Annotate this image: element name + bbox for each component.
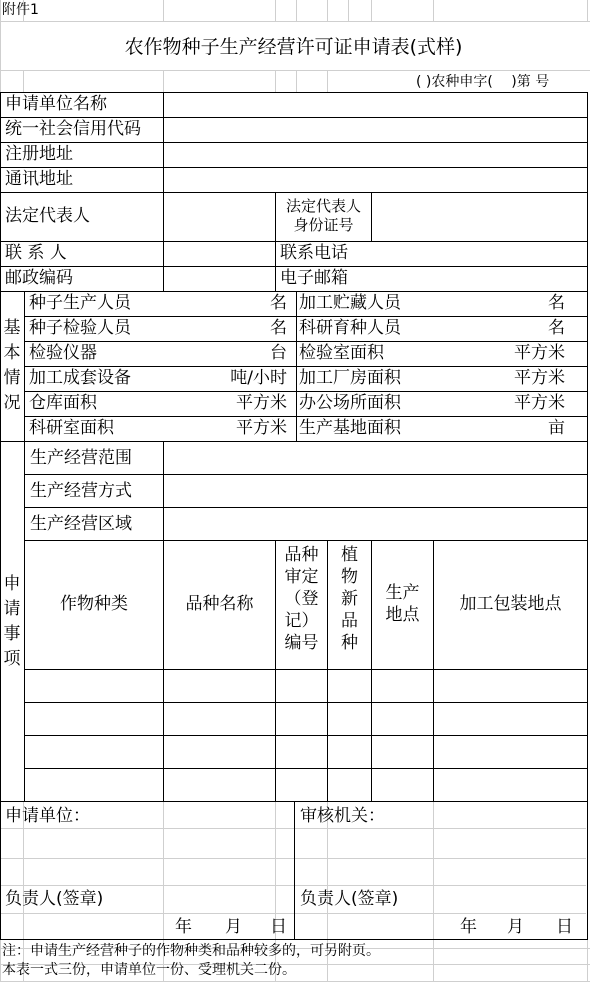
table-row[interactable]: [25, 670, 587, 702]
gridline: [327, 70, 328, 92]
table-border: [587, 92, 588, 940]
applicant-name-label: 申请单位名称: [5, 94, 107, 114]
contact-person-field[interactable]: [164, 242, 275, 266]
gridline: [433, 940, 434, 982]
page-title: 农作物种子生产经营许可证申请表(式样): [124, 36, 463, 58]
applicant-responsible-signature: 负责人(签章): [5, 889, 104, 909]
footnote-2: 本表一式三份，申请单位一份、受理机关二份。: [2, 962, 296, 978]
business-mode-label: 生产经营方式: [30, 481, 132, 501]
legal-rep-id-label-line1: 法定代表人: [285, 197, 361, 215]
mailing-address-field[interactable]: [164, 168, 587, 192]
section-char: 基: [3, 318, 21, 338]
staff-row-left-label: 加工成套设备: [29, 368, 131, 388]
production-site-header: [372, 582, 433, 626]
table-border: [24, 366, 587, 367]
document-number: ( )农种申字( )第 号: [416, 74, 550, 90]
staff-row-left-unit: 名: [270, 293, 287, 313]
gridline: [163, 0, 164, 21]
staff-row-right-label: 科研育种人员: [299, 318, 401, 338]
header-line: 种: [341, 633, 358, 653]
gridline: [587, 940, 588, 982]
header-line: （登: [284, 589, 319, 609]
gridline: [0, 70, 590, 71]
variety-name-header: 品种名称: [185, 594, 254, 614]
applicant-date-year: 年: [175, 917, 192, 937]
staff-row-right-unit: 亩: [548, 418, 565, 438]
section-char: 项: [3, 649, 21, 669]
table-border: [24, 391, 587, 392]
staff-row-right-unit: 名: [548, 293, 565, 313]
legal-rep-field[interactable]: [164, 193, 275, 241]
table-row[interactable]: [25, 769, 587, 801]
staff-row-right-label: 检验室面积: [299, 343, 384, 363]
applicant-unit-label: 申请单位：: [5, 806, 90, 826]
postal-code-label: 邮政编码: [5, 268, 73, 288]
section-char: 申: [3, 574, 21, 594]
header-line: 品种: [284, 545, 319, 565]
table-border: [0, 939, 587, 940]
business-scope-field[interactable]: [164, 442, 587, 474]
table-border: [294, 801, 295, 939]
business-mode-field[interactable]: [164, 475, 587, 507]
gridline: [275, 70, 276, 92]
crop-type-header: 作物种类: [60, 594, 128, 614]
email-field[interactable]: [372, 267, 587, 291]
section-char: 情: [3, 368, 21, 388]
authority-date-month: 月: [507, 917, 524, 937]
section-char: 本: [3, 343, 21, 363]
staff-row-right-label: 加工厂房面积: [299, 368, 401, 388]
applicant-date-month: 月: [225, 917, 242, 937]
mailing-address-label: 通讯地址: [5, 169, 73, 189]
contact-phone-field[interactable]: [372, 242, 587, 266]
header-line: 记）: [284, 611, 319, 631]
registered-address-field[interactable]: [164, 143, 587, 167]
legal-rep-label: 法定代表人: [5, 206, 90, 226]
table-border: [0, 291, 587, 292]
gridline: [163, 70, 164, 92]
staff-row-right-unit: 名: [548, 318, 565, 338]
section-char: 况: [3, 393, 21, 413]
staff-row-left-unit: 平方米: [236, 418, 287, 438]
table-border: [24, 341, 587, 342]
email-label: 电子邮箱: [280, 268, 348, 288]
staff-row-left-unit: 吨/小时: [230, 368, 287, 388]
table-border: [24, 416, 587, 417]
staff-row-right-label: 办公场所面积: [299, 393, 401, 413]
gridline: [433, 802, 434, 939]
staff-row-right-unit: 平方米: [514, 343, 565, 363]
legal-rep-id-label-line2: 身份证号: [293, 216, 354, 234]
review-authority-label: 审核机关：: [300, 806, 385, 826]
contact-person-label: 联 系 人: [5, 243, 67, 263]
staff-row-left-label: 检验仪器: [29, 343, 97, 363]
gridline: [296, 70, 297, 92]
applicant-date-day: 日: [270, 917, 287, 937]
table-row[interactable]: [25, 703, 587, 735]
legal-rep-id-field[interactable]: [372, 193, 587, 241]
staff-row-left-unit: 平方米: [236, 393, 287, 413]
staff-row-left-label: 仓库面积: [29, 393, 97, 413]
credit-code-label: 统一社会信用代码: [5, 119, 141, 139]
approval-number-header: [276, 544, 327, 654]
gridline: [0, 21, 590, 22]
gridline: [23, 70, 24, 92]
authority-date-year: 年: [460, 917, 477, 937]
gridline: [371, 0, 372, 21]
applicant-name-field[interactable]: [164, 93, 587, 117]
header-line: 审定: [284, 567, 319, 587]
header-line: 品: [341, 611, 358, 631]
table-row[interactable]: [25, 736, 587, 768]
staff-row-right-unit: 平方米: [514, 393, 565, 413]
staff-row-right-label: 生产基地面积: [299, 418, 401, 438]
staff-row-right-unit: 平方米: [514, 368, 565, 388]
authority-responsible-signature: 负责人(签章): [300, 889, 399, 909]
gridline: [433, 0, 434, 21]
credit-code-field[interactable]: [164, 118, 587, 142]
gridline: [348, 0, 349, 21]
staff-row-left-label: 种子生产人员: [29, 293, 131, 313]
postal-code-field[interactable]: [164, 267, 275, 291]
gridline: [296, 0, 297, 21]
header-line: 植: [341, 545, 358, 565]
attachment-label: 附件1: [2, 2, 39, 18]
gridline: [275, 0, 276, 21]
staff-row-left-label: 科研室面积: [29, 418, 114, 438]
section-char: 事: [3, 624, 21, 644]
gridline: [163, 802, 164, 939]
gridline: [587, 0, 588, 21]
table-border: [296, 291, 297, 442]
gridline: [327, 0, 328, 21]
basic-situation-section-label: [0, 316, 24, 416]
business-scope-label: 生产经营范围: [30, 448, 132, 468]
table-border: [24, 316, 587, 317]
section-char: 请: [3, 599, 21, 619]
header-line: 地点: [385, 605, 420, 625]
registered-address-label: 注册地址: [5, 144, 73, 164]
footnote-1: 注：申请生产经营种子的作物种类和品种较多的，可另附页。: [2, 943, 380, 959]
authority-date-day: 日: [556, 917, 573, 937]
gridline: [0, 940, 1, 982]
contact-phone-label: 联系电话: [280, 243, 348, 263]
header-line: 编号: [284, 633, 319, 653]
staff-row-left-unit: 台: [270, 343, 287, 363]
header-line: 新: [341, 589, 358, 609]
new-plant-variety-header: [328, 544, 371, 654]
packaging-site-header: 加工包装地点: [459, 594, 562, 614]
staff-row-left-label: 种子检验人员: [29, 318, 131, 338]
header-line: 生产: [385, 583, 420, 603]
business-region-label: 生产经营区域: [30, 514, 132, 534]
table-border: [24, 540, 587, 541]
table-border: [0, 92, 1, 940]
staff-row-right-label: 加工贮藏人员: [299, 293, 401, 313]
staff-row-left-unit: 名: [270, 318, 287, 338]
application-matters-section-label: [0, 572, 24, 672]
header-line: 物: [341, 567, 358, 587]
business-region-field[interactable]: [164, 508, 587, 540]
